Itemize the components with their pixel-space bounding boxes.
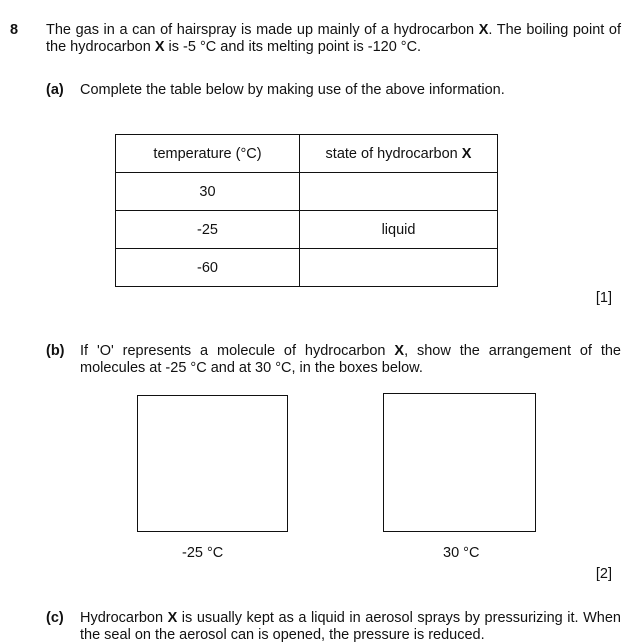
temperature-cell: -60 [116,249,300,287]
part-b-instruction [46,343,621,376]
temperature-cell: 30 [116,173,300,211]
part-b-marks: [2] [595,566,612,582]
part-a-text: Complete the table below by making use of the above information. [80,82,505,98]
table-row [116,249,498,287]
part-c-instruction [46,610,621,643]
state-answer-cell[interactable] [300,249,498,287]
box-label-30: 30 °C [443,545,480,561]
part-a-instruction [46,82,505,98]
question-stem: The gas in a can of hairspray is made up mainly of a hydrocarbon X. The boiling point of the hydrocarbon X is -5 °C and its melting point is -120 °C. [46,22,621,55]
header-state: state of hydrocarbon X [300,135,498,173]
table-header-row [116,135,498,173]
part-b-text: If 'O' represents a molecule of hydrocarbon X, show the arrangement of the molecules at -25 °C and at 30 °C, in the boxes below. [80,343,621,376]
header-temperature: temperature (°C) [116,135,300,173]
temperature-cell: -25 [116,211,300,249]
state-answer-cell[interactable] [300,173,498,211]
part-c-label: (c) [46,610,64,626]
table-row [116,173,498,211]
answer-box-minus25[interactable] [137,395,288,532]
question-number: 8 [10,22,19,38]
part-a-label: (a) [46,82,64,98]
table-row [116,211,498,249]
answer-box-30[interactable] [383,393,536,532]
part-c-text: Hydrocarbon X is usually kept as a liquid in aerosol sprays by pressurizing it. When the seal on the aerosol can is opened, the pressure is reduced. [80,610,621,643]
state-cell: liquid [300,211,498,249]
part-a-marks: [1] [595,290,612,306]
box-label-minus25: -25 °C [182,545,224,561]
part-b-label: (b) [46,343,65,359]
states-table [115,134,498,287]
